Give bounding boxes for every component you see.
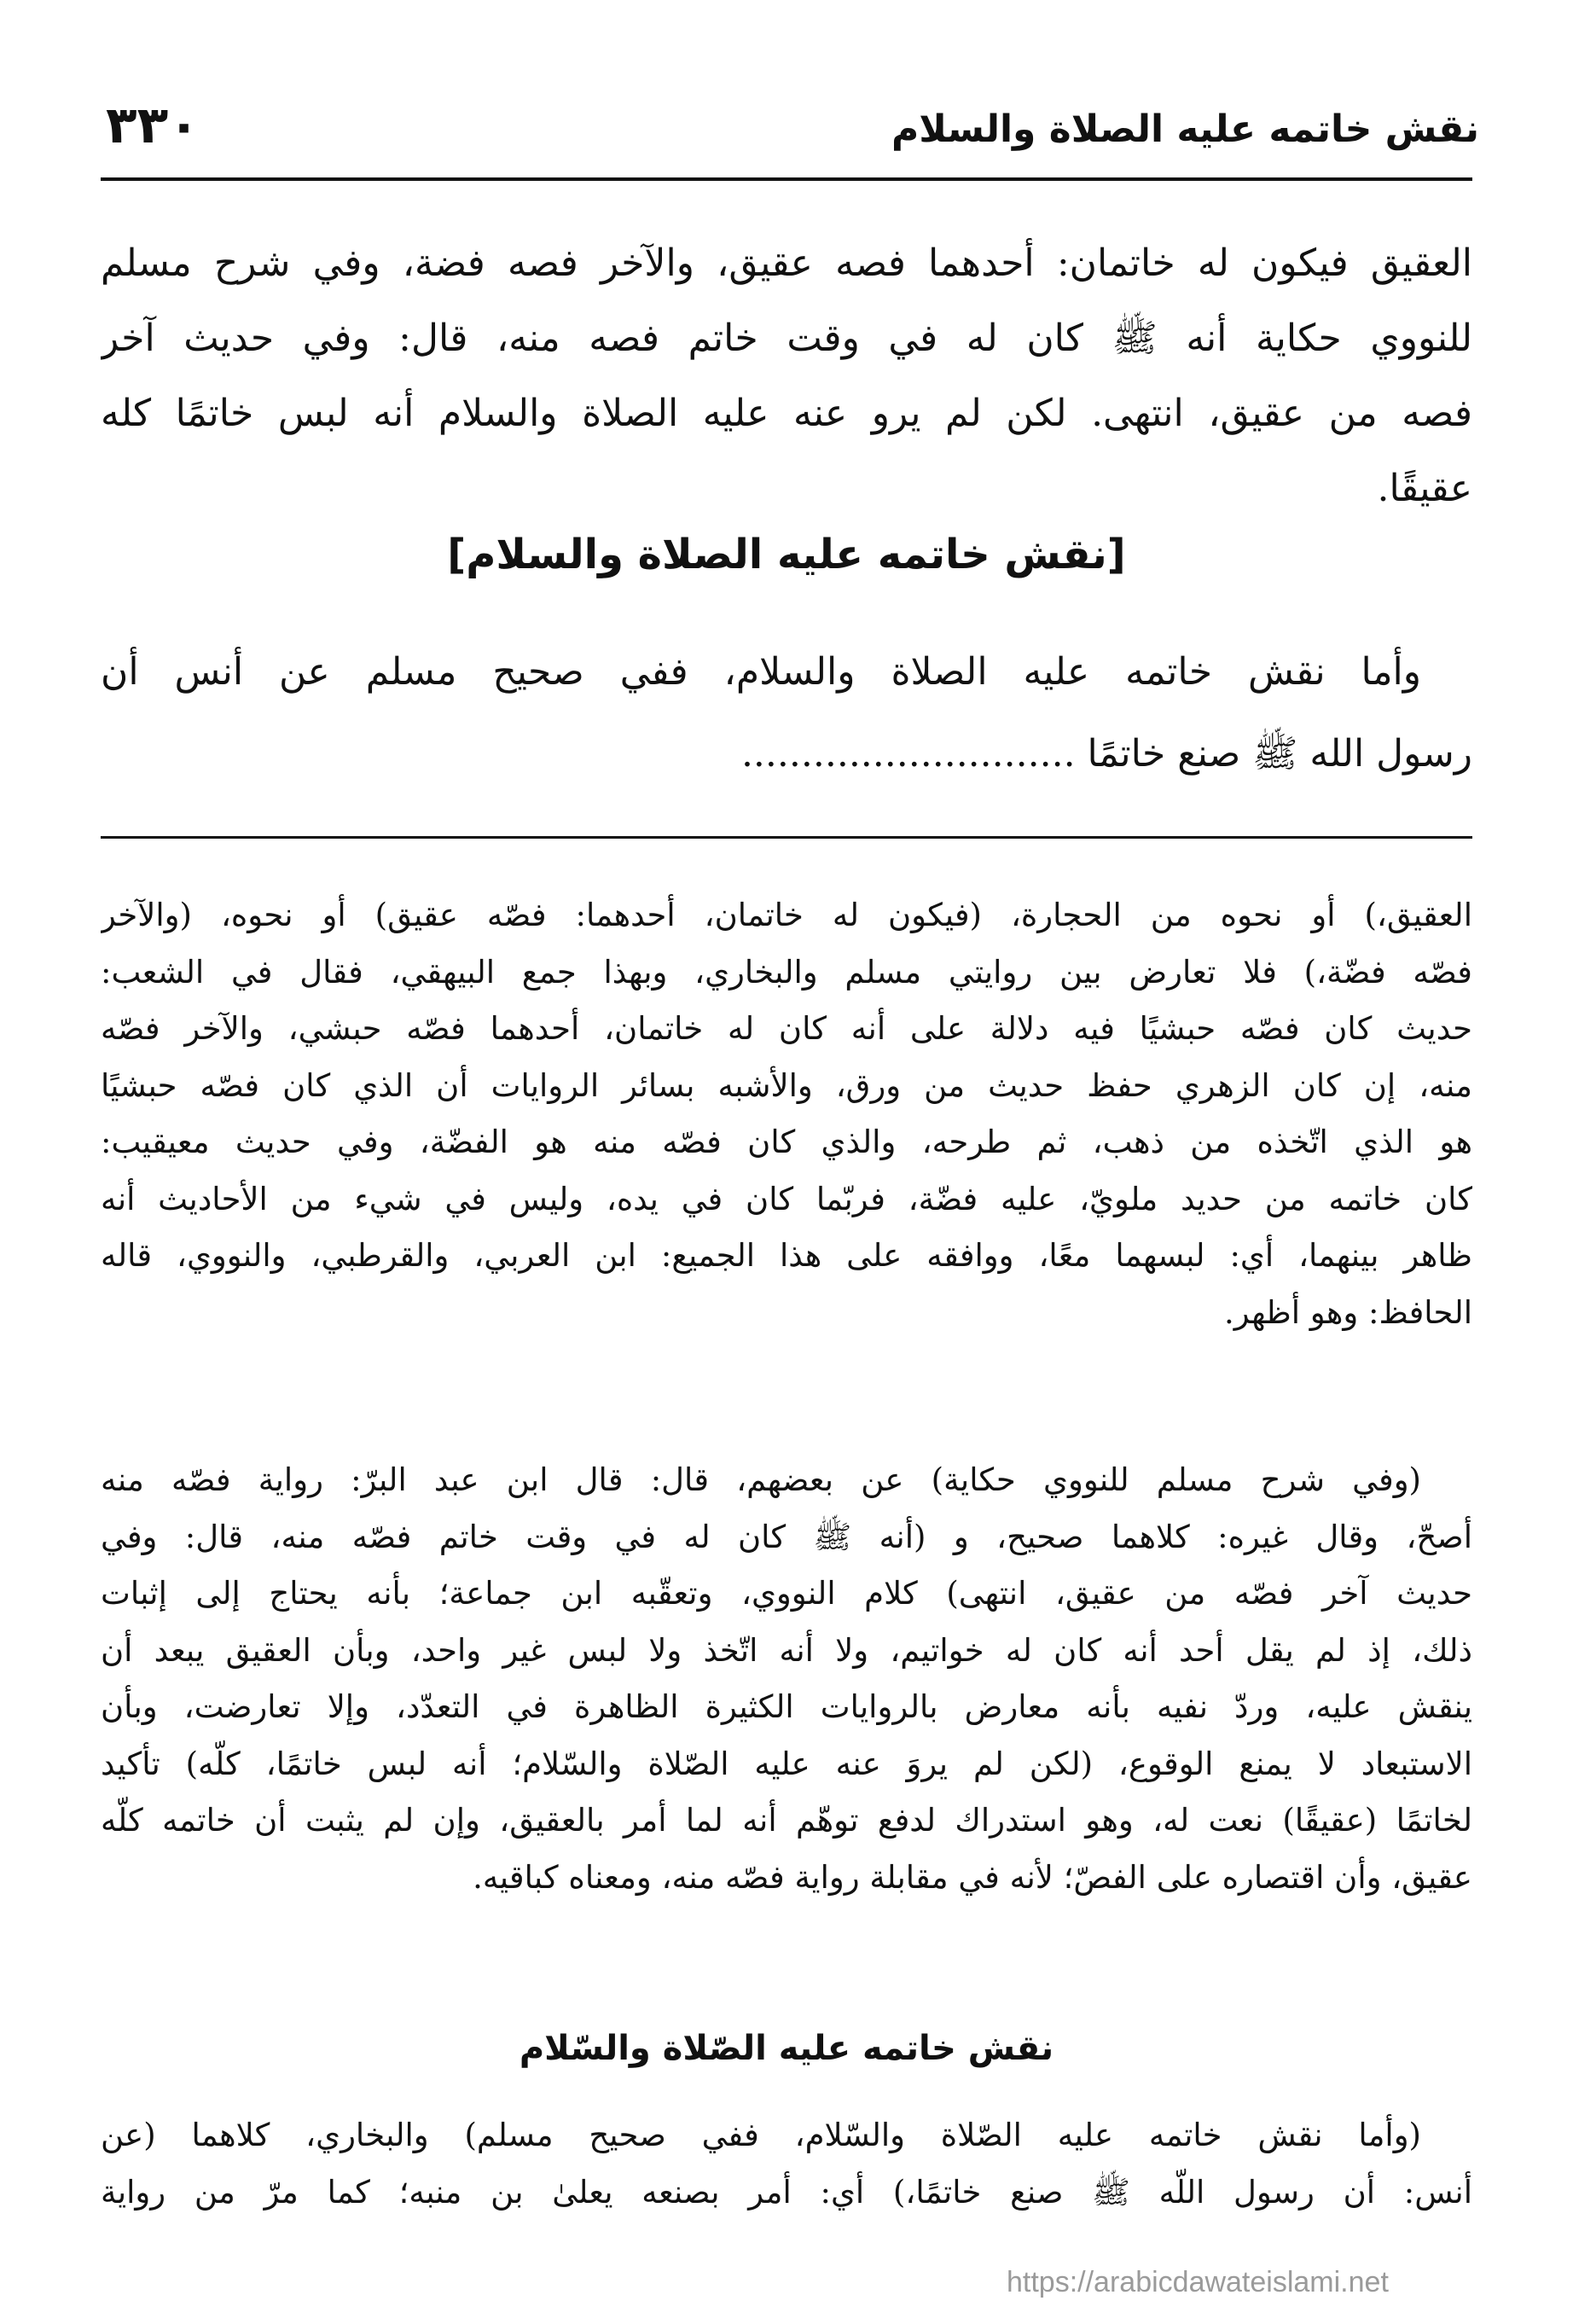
page-header (94, 92, 1479, 169)
text-line: وأما نقش خاتمه عليه الصلاة والسلام، ففي صحيح مسلم عن أنس أن (101, 650, 1421, 694)
text-line: لخاتمًا (عقيقًا) نعت له، وهو استدراك لدفع توهّم أنه لما أمر بالعقيق، وإن لم يثبت أن خاتمه كلّه (101, 1802, 1472, 1839)
text-line: عقيقًا. (1377, 467, 1472, 510)
main-text-paragraph-1 (101, 226, 1472, 526)
text-line: منه، إن كان الزهري حفظ حديث من ورق، والأشبه بسائر الروايات أن الذي كان فصّه حبشيًا (101, 1066, 1472, 1104)
separator-rule (101, 836, 1472, 839)
header-rule (101, 177, 1472, 181)
section-heading: [نقش خاتمه عليه الصلاة والسلام] (447, 531, 1126, 578)
text-line: الاستبعاد لا يمنع الوقوع، (لكن لم يروَ عنه عليه الصّلاة والسّلام؛ أنه لبس خاتمًا، كلّه) تأكيد (101, 1745, 1472, 1782)
text-line: الحافظ: وهو أظهر. (1224, 1293, 1472, 1331)
text-line: أنس: أن رسول اللّه ﷺ صنع خاتمًا،) أي: أمر بصنعه يعلىٰ بن منبه؛ كما مرّ من رواية (101, 2173, 1472, 2211)
text-line: كان خاتمه من حديد ملويّ، عليه فضّة، فربّما كان في يده، وليس في شيء من الأحاديث أنه (101, 1180, 1472, 1217)
text-line: عقيق، وأن اقتصاره على الفصّ؛ لأنه في مقابلة رواية فصّه منه، ومعناه كباقيه. (473, 1858, 1472, 1896)
text-line: فصه من عقيق، انتهى. لكن لم يرو عنه عليه الصلاة والسلام أنه لبس خاتمًا كله (101, 392, 1472, 435)
commentary-paragraph-3 (101, 2107, 1472, 2221)
commentary-paragraph-2 (101, 1452, 1472, 1906)
text-line: ينقش عليه، وردّ نفيه بأنه معارض بالروايات الكثيرة الظاهرة في التعدّد، وإلا تعارضت، وبأن (101, 1688, 1472, 1725)
text-line: ذلك، إذ لم يقل أحد أنه كان له خواتيم، ولا أنه اتّخذ ولا لبس غير واحد، وبأن العقيق يبعد أن (101, 1631, 1472, 1669)
text-line: العقيق فيكون له خاتمان: أحدهما فصه عقيق، والآخر فصه فضة، وفي شرح مسلم (101, 241, 1472, 285)
text-line: حديث آخر فصّه من عقيق، انتهى) كلام النووي، وتعقّبه ابن جماعة؛ بأنه يحتاج إلى إثبات (101, 1575, 1472, 1612)
text-line: العقيق،) أو نحوه من الحجارة، (فيكون له خاتمان، أحدهما: فصّه عقيق) أو نحوه، (والآخر (101, 897, 1472, 933)
commentary-paragraph-1 (101, 887, 1472, 1341)
text-line: أصحّ، وقال غيره: كلاهما صحيح، و (أنه ﷺ كان له في وقت خاتم فصّه منه، قال: وفي (101, 1518, 1472, 1555)
text-line: فصّه فضّة،) فلا تعارض بين روايتي مسلم والبخاري، وبهذا جمع البيهقي، فقال في الشعب: (101, 953, 1472, 991)
page-number: ٣٣٠ (106, 96, 200, 155)
commentary-heading: نقش خاتمه عليه الصّلاة والسّلام (519, 2029, 1054, 2068)
text-line: (وفي شرح مسلم للنووي حكاية) عن بعضهم، قال: قال ابن عبد البرّ: رواية فصّه منه (101, 1461, 1421, 1498)
watermark-url: https://arabicdawateislami.net (1007, 2266, 1389, 2298)
text-line: للنووي حكاية أنه ﷺ كان له في وقت خاتم فصه منه، قال: وفي حديث آخر (101, 317, 1472, 360)
main-text-paragraph-2 (101, 631, 1472, 795)
text-line: ظاهر بينهما، أي: لبسهما معًا، ووافقه على هذا الجميع: ابن العربي، والقرطبي، والنووي، قاله (101, 1237, 1472, 1274)
running-title: نقش خاتمه عليه الصلاة والسلام (891, 107, 1479, 151)
text-line: رسول الله ﷺ صنع خاتمًا ............................ (740, 732, 1472, 776)
text-line: هو الذي اتّخذه من ذهب، ثم طرحه، والذي كان فصّه منه هو الفضّة، وفي حديث معيقيب: (101, 1124, 1472, 1160)
text-line: حديث كان فصّه حبشيًا فيه دلالة على أنه كان له خاتمان، أحدهما فصّه حبشي، والآخر فصّه (101, 1010, 1472, 1047)
text-line: (وأما نقش خاتمه عليه الصّلاة والسّلام، ففي صحيح مسلم) والبخاري، كلاهما (عن (101, 2117, 1421, 2153)
